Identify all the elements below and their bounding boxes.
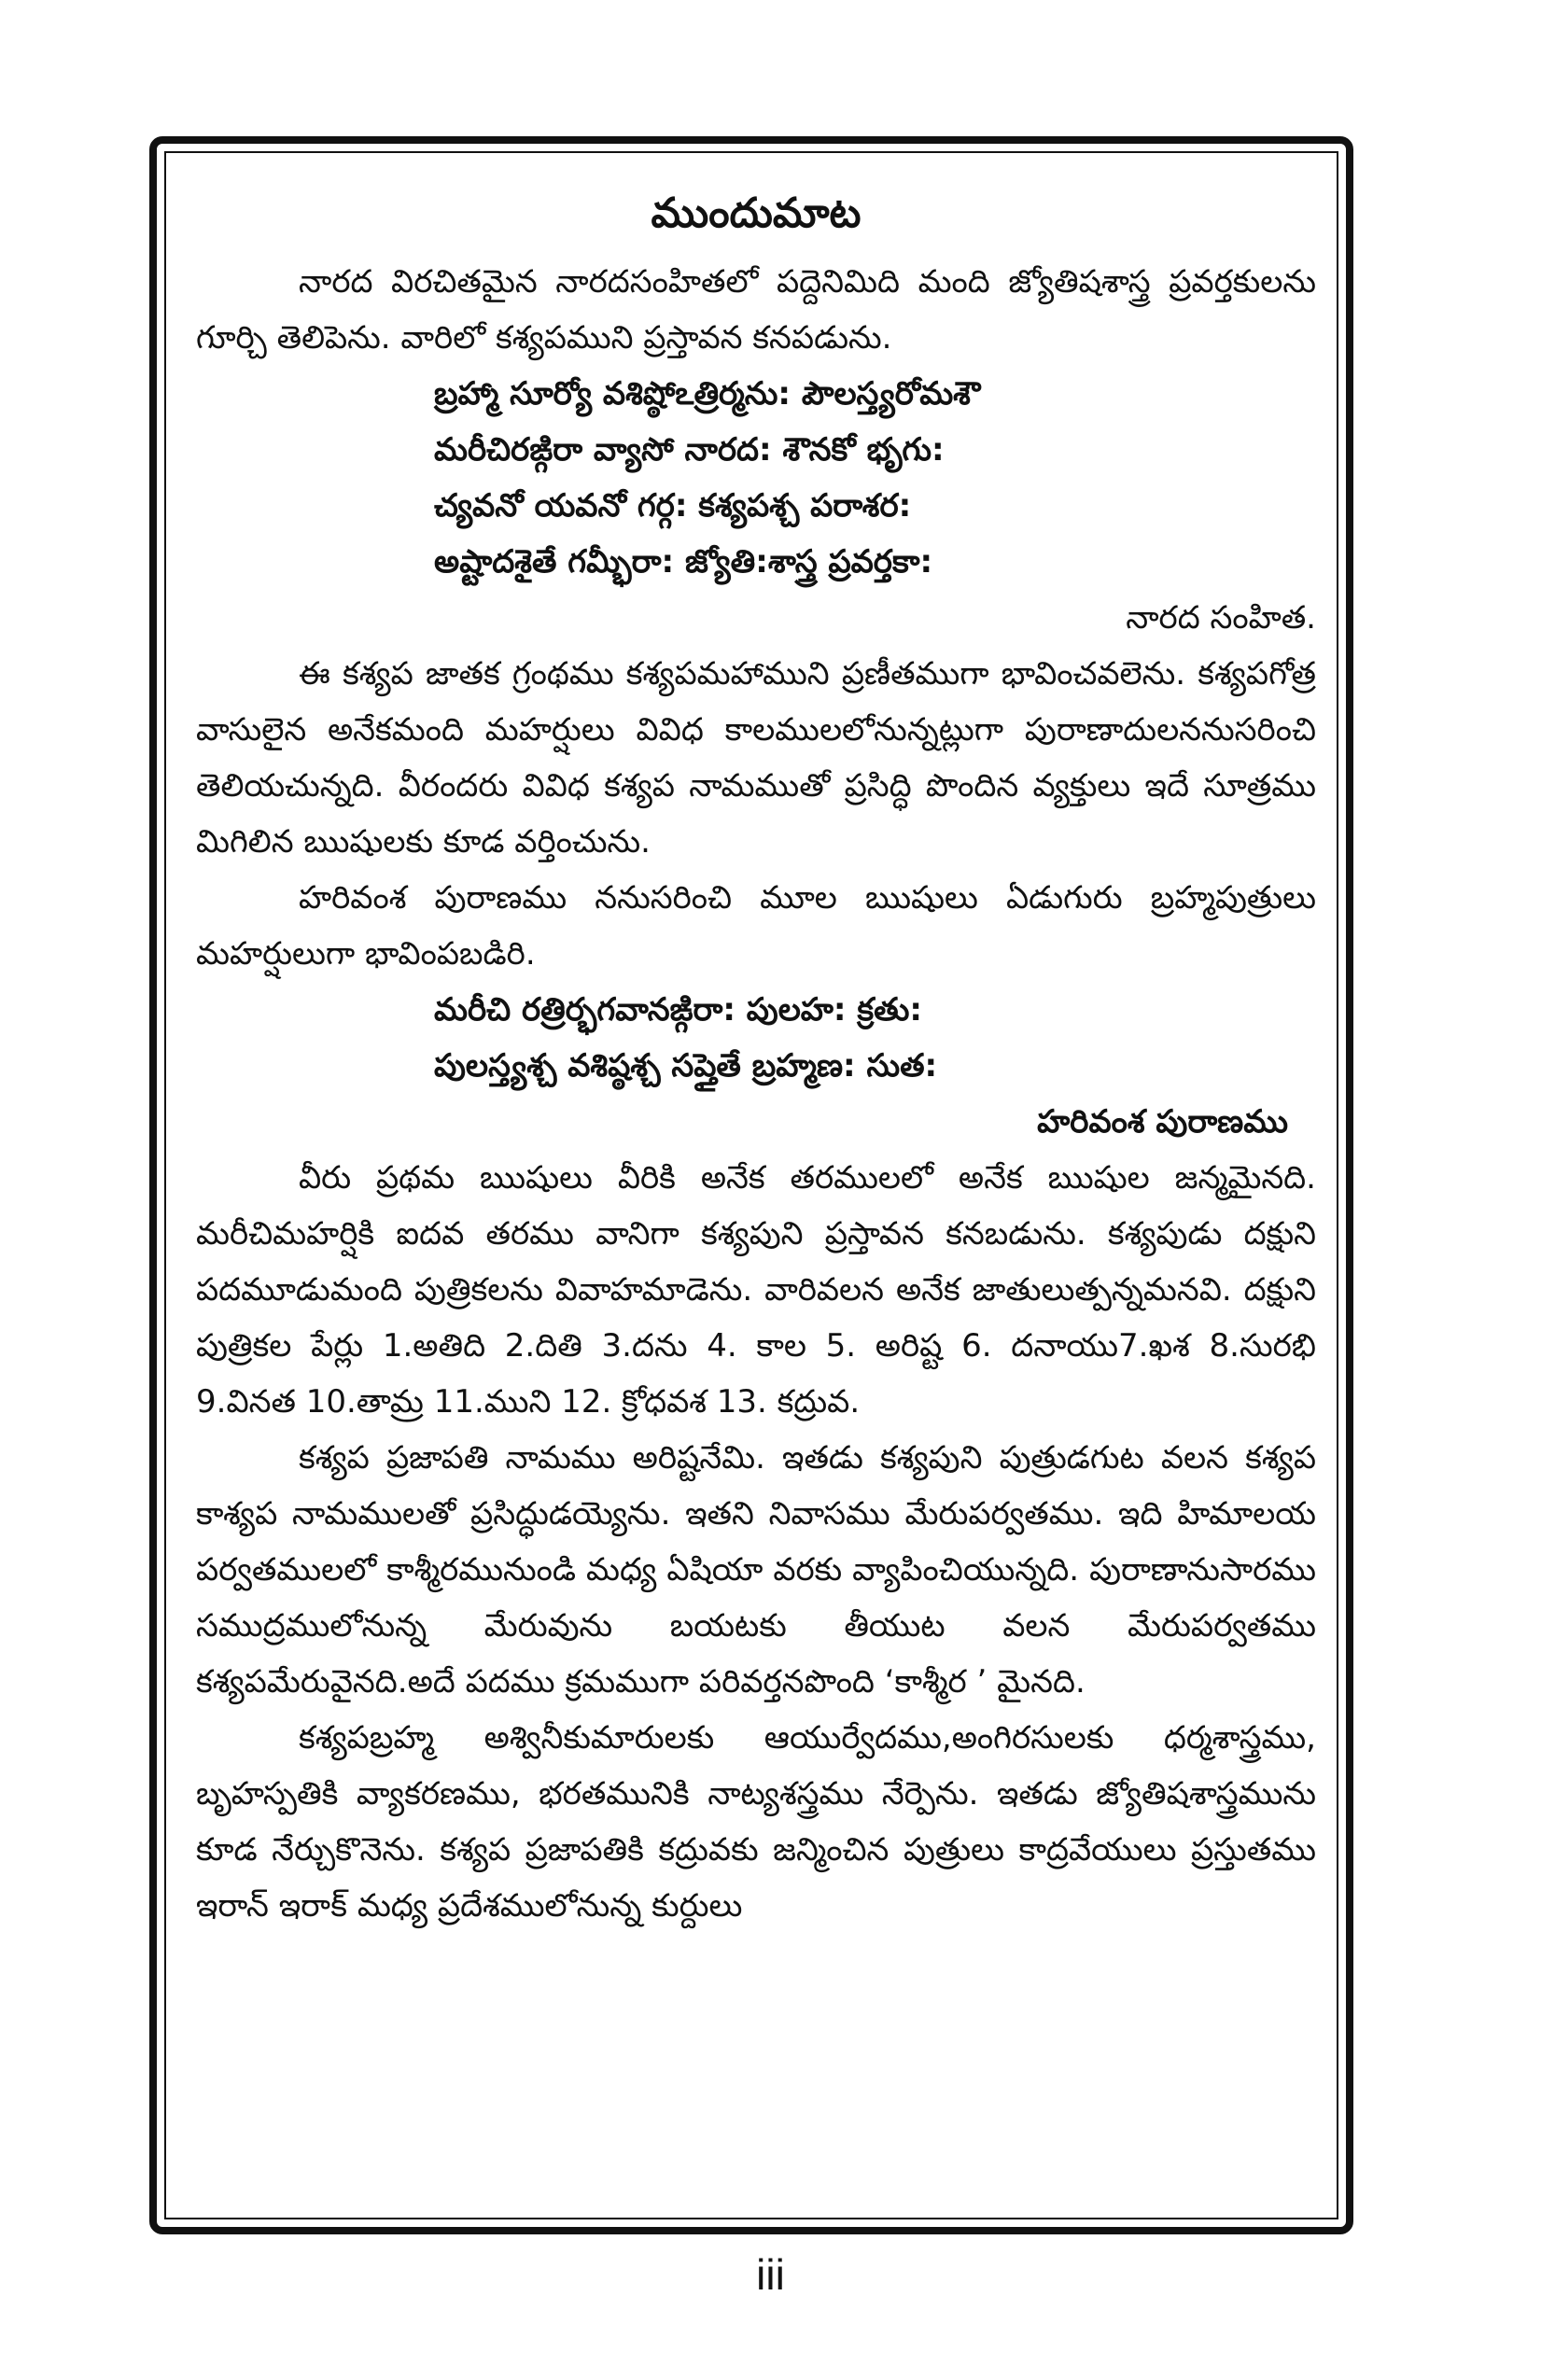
page-number: iii: [756, 2250, 785, 2299]
intro-paragraph: నారద విరచితమైన నారదసంహితలో పద్దెనిమిది మంది జ్యోతిషశాస్త్ర ప్రవర్తకులను గూర్చి తెలిపెను. వారిలో కశ్యపముని ప్రస్తావన కనపడును.: [196, 263, 1316, 357]
verse-block-narada: [196, 366, 1316, 590]
verse-source-harivamsha: హరివంశ పురాణము: [1037, 1103, 1288, 1141]
verse-line: చ్యవనో యవనో గర్గ: కశ్యపశ్చ పరాశర:: [434, 487, 912, 525]
verse-line: బ్రహ్మా సూర్యో వశిష్ఠోఽత్రిర్మను: పౌలస్త్యరోమశౌ: [434, 375, 981, 413]
paragraph-daksha-daughters: వీరు ప్రథమ ఋషులు వీరికి అనేక తరములలో అనేక ఋషుల జన్మమైనది. మరీచిమహర్షికి ఐదవ తరము వానిగా కశ్యపుని ప్రస్తావన కనబడును. కశ్యపుడు దక్షుని పదమూడుమంది పుత్రికలను వివాహమాడెను. వారివలన అనేక జాతులుత్పన్నమనవి. దక్షుని పుత్రికల పేర్లు 1.అతిది 2.దితి 3.దను 4. కాల 5. అరిష్ట 6. దనాయు7.ఖశ 8.సురభి 9.వినత 10.తామ్ర 11.ముని 12. క్రోధవశ 13. కద్రువ.: [196, 1159, 1316, 1421]
paragraph-harivamsha: హరివంశ పురాణము ననుసరించి మూల ఋషులు ఏడుగురు బ్రహ్మపుత్రులు మహర్షులుగా భావింపబడిరి.: [196, 879, 1316, 973]
page-content: [196, 177, 1316, 1934]
verse-line: మరీచిరఙ్గిరా వ్యాసో నారద: శౌనకో భృగు:: [434, 431, 945, 469]
verse-line: మరీచి రత్రిర్భగవానఙ్గిరా: పులహ: క్రతు:: [434, 991, 922, 1029]
page-title: ముందుమాట: [651, 189, 862, 237]
verse-source-narada: నారద సంహిత.: [1126, 599, 1316, 637]
verse-line: పులస్త్యశ్చ వశిష్ఠశ్చ సప్తైతే బ్రహ్మణ: సుత:: [434, 1047, 938, 1085]
paragraph-kashyapa-brahma: కశ్యపబ్రహ్మ అశ్వినీకుమారులకు ఆయుర్వేదము,అంగిరసులకు ధర్మశాస్త్రము, బృహస్పతికి వ్యాకరణము, భరతమునికి నాట్యశస్త్రము నేర్పెను. ఇతడు జ్యోతిషశాస్త్రమును కూడ నేర్చుకొనెను. కశ్యప ప్రజాపతికి కద్రువకు జన్మించిన పుత్రులు కాద్రవేయులు ప్రస్తుతము ఇరాన్ ఇరాక్ మధ్య ప్రదేశములోనున్న కుర్దులు: [196, 1719, 1316, 1925]
verse-block-harivamsha: [196, 982, 1316, 1094]
verse-line: అష్టాదశైతే గమ్భీరా: జ్యోతి:శాస్త్ర ప్రవర్తకా:: [434, 543, 933, 581]
paragraph-kashyapa-jataka: ఈ కశ్యప జాతక గ్రంథము కశ్యపమహాముని ప్రణీతముగా భావించవలెను. కశ్యపగోత్ర వాసులైన అనేకమంది మహర్షులు వివిధ కాలములలోనున్నట్లుగా పురాణాదులననుసరించి తెలియచున్నది. వీరందరు వివిధ కశ్యప నామముతో ప్రసిద్ధి పొందిన వ్యక్తులు ఇదే సూత్రము మిగిలిన ఋషులకు కూడ వర్తించును.: [196, 655, 1316, 861]
paragraph-arishtanemi: కశ్యప ప్రజాపతి నామము అరిష్టనేమి. ఇతడు కశ్యపుని పుత్రుడగుట వలన కశ్యప కాశ్యప నామములతో ప్రసిద్ధుడయ్యెను. ఇతని నివాసము మేరుపర్వతము. ఇది హిమాలయ పర్వతములలో కాశ్మీరమునుండి మధ్య ఏషియా వరకు వ్యాపించియున్నది. పురాణానుసారము సముద్రములోనున్న మేరువును బయటకు తీయుట వలన మేరుపర్వతము కశ్యపమేరువైనది.అదే పదము క్రమముగా పరివర్తనపొంది ‘కాశ్మీర ’ మైనది.: [196, 1439, 1316, 1701]
